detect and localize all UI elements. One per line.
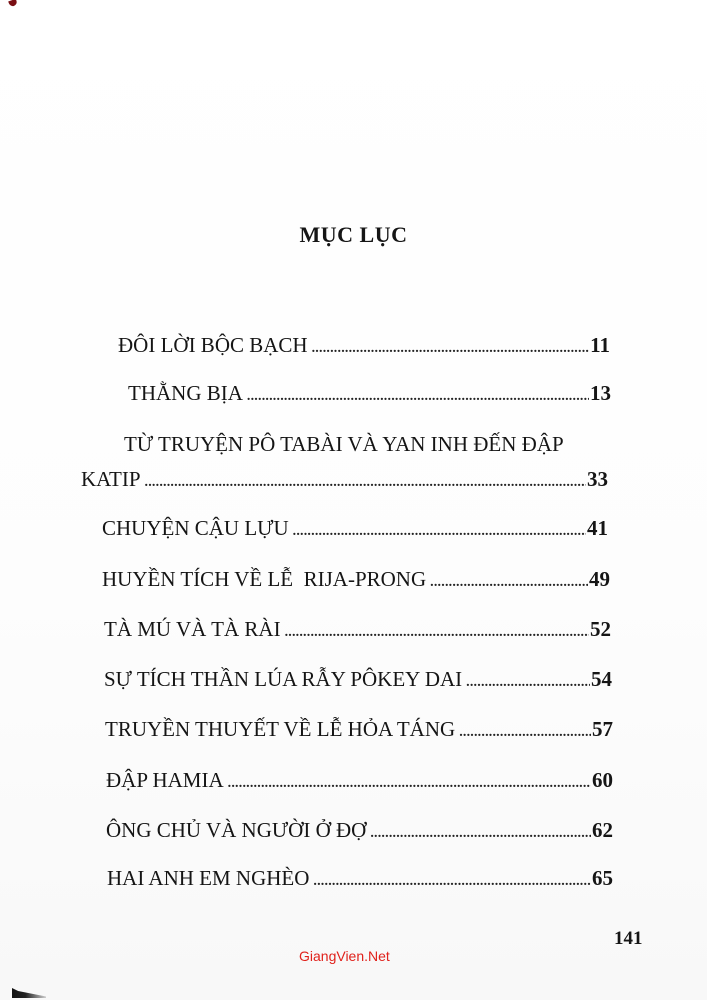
- toc-entry: [105, 717, 613, 742]
- toc-entry: [81, 467, 608, 492]
- toc-entry-page: 54: [591, 667, 612, 691]
- page-number: 141: [614, 928, 643, 949]
- toc-entry-label: TRUYỀN THUYẾT VỀ LỄ HỎA TÁNG: [105, 717, 456, 741]
- toc-entry: [106, 768, 613, 793]
- toc-entry: [102, 516, 608, 541]
- toc-dot-leader: [285, 625, 589, 641]
- toc-entry: [107, 866, 613, 891]
- toc-entry-page: 52: [590, 617, 611, 641]
- toc-entry: [102, 567, 610, 592]
- toc-entry-label-line1: TỪ TRUYỆN PÔ TABÀI VÀ YAN INH ĐẾN ĐẬP: [124, 432, 564, 456]
- toc-dot-leader: [247, 389, 589, 405]
- toc-dot-leader: [228, 776, 591, 792]
- toc-entry-label: THẰNG BỊA: [128, 381, 243, 405]
- toc-entry-label: CHUYỆN CẬU LỰU: [102, 516, 289, 540]
- toc-entry-label: ĐẬP HAMIA: [106, 768, 224, 792]
- toc-dot-leader: [459, 725, 591, 741]
- watermark-link[interactable]: GiangVien.Net: [299, 948, 390, 964]
- toc-dot-leader: [313, 874, 591, 890]
- toc-entry-page: 57: [592, 717, 613, 741]
- toc-dot-leader: [293, 524, 586, 540]
- toc-entry-label: TÀ MÚ VÀ TÀ RÀI: [104, 617, 281, 641]
- toc-entry-label-line2: KATIP: [81, 467, 141, 491]
- toc-entry-page: 41: [587, 516, 608, 540]
- toc-dot-leader: [430, 575, 588, 591]
- toc-entry-page: 49: [589, 567, 610, 591]
- toc-entry-page: 65: [592, 866, 613, 890]
- scan-artifact-top: [8, 0, 18, 7]
- toc-entry-label: SỰ TÍCH THẦN LÚA RẪY PÔKEY DAI: [104, 667, 463, 691]
- toc-entry: [128, 381, 611, 406]
- toc-entry-label: ĐÔI LỜI BỘC BẠCH: [118, 333, 308, 357]
- toc-entry: [104, 617, 611, 642]
- toc-entry-page: 62: [592, 818, 613, 842]
- toc-dot-leader: [312, 341, 590, 357]
- toc-dot-leader: [145, 475, 586, 491]
- toc-entry-page: 33: [587, 467, 608, 491]
- page-title: MỤC LỤC: [299, 222, 408, 247]
- toc-entry-label: HUYỀN TÍCH VỀ LỄ RIJA-PRONG: [102, 567, 427, 591]
- toc-entry-page: 11: [590, 333, 610, 357]
- toc-entry-page: 13: [590, 381, 611, 405]
- toc-entry: [118, 333, 610, 358]
- toc-dot-leader: [466, 675, 590, 691]
- scan-artifact-bottom: [12, 988, 46, 998]
- toc-entry-page: 60: [592, 768, 613, 792]
- toc-entry-label: ÔNG CHỦ VÀ NGƯỜI Ở ĐỢ: [106, 818, 367, 842]
- toc-entry: [104, 667, 612, 692]
- toc-entry-label: HAI ANH EM NGHÈO: [107, 866, 310, 890]
- toc-entry: [106, 818, 613, 843]
- toc-dot-leader: [370, 826, 591, 842]
